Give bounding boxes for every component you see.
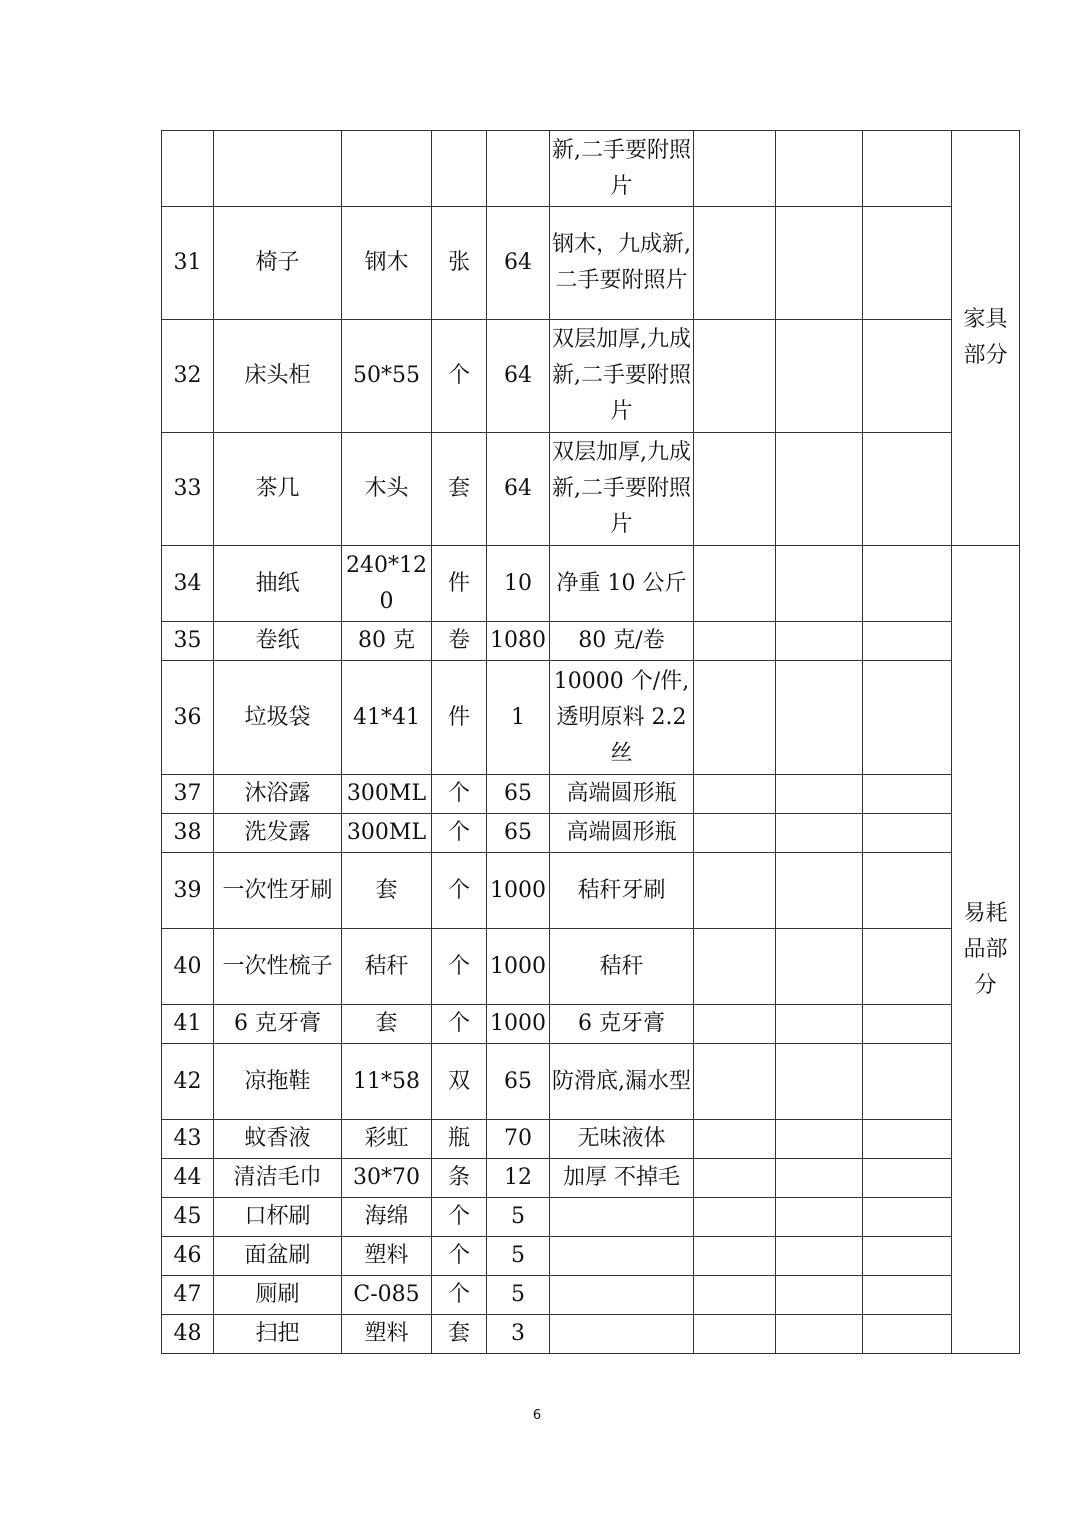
cell-empty (863, 546, 952, 622)
cell-remark: 80 克/卷 (550, 622, 694, 661)
cell-spec: 海绵 (342, 1198, 432, 1237)
cell-empty (863, 433, 952, 546)
cell-index: 44 (162, 1159, 214, 1198)
section-label: 易耗品部分 (963, 900, 1008, 998)
cell-empty (863, 1315, 952, 1354)
cell-quantity: 1000 (487, 853, 550, 929)
cell-empty (694, 661, 776, 775)
cell-spec: 240*120 (342, 546, 432, 622)
cell-remark: 6 克牙膏 (550, 1005, 694, 1044)
cell-quantity: 64 (487, 433, 550, 546)
cell-unit: 件 (432, 546, 487, 622)
table-row (162, 207, 1020, 320)
cell-item-name: 一次性牙刷 (214, 853, 342, 929)
items-table (161, 130, 1020, 1354)
cell-index: 47 (162, 1276, 214, 1315)
cell-empty (694, 207, 776, 320)
cell-empty (863, 1276, 952, 1315)
cell-spec: 彩虹 (342, 1120, 432, 1159)
cell-quantity: 1000 (487, 929, 550, 1005)
cell-remark: 高端圆形瓶 (550, 775, 694, 814)
cell-item-name: 洗发露 (214, 814, 342, 853)
cell-empty (776, 1198, 863, 1237)
cell-remark: 新,二手要附照片 (550, 131, 694, 207)
cell-index: 48 (162, 1315, 214, 1354)
cell-remark: 净重 10 公斤 (550, 546, 694, 622)
cell-quantity (487, 131, 550, 207)
table-row (162, 622, 1020, 661)
cell-item-name: 清洁毛巾 (214, 1159, 342, 1198)
cell-quantity: 70 (487, 1120, 550, 1159)
table-row (162, 131, 1020, 207)
cell-index: 38 (162, 814, 214, 853)
cell-unit: 瓶 (432, 1120, 487, 1159)
cell-empty (694, 1237, 776, 1276)
cell-empty (776, 1315, 863, 1354)
cell-spec: 300ML (342, 814, 432, 853)
cell-spec: 50*55 (342, 320, 432, 433)
cell-empty (694, 1044, 776, 1120)
cell-quantity: 3 (487, 1315, 550, 1354)
cell-empty (694, 1315, 776, 1354)
cell-empty (694, 1276, 776, 1315)
cell-empty (694, 1198, 776, 1237)
cell-item-name: 6 克牙膏 (214, 1005, 342, 1044)
cell-item-name: 扫把 (214, 1315, 342, 1354)
cell-spec (342, 131, 432, 207)
cell-item-name: 口杯刷 (214, 1198, 342, 1237)
cell-empty (863, 853, 952, 929)
cell-unit: 个 (432, 1198, 487, 1237)
cell-index: 40 (162, 929, 214, 1005)
cell-empty (776, 661, 863, 775)
cell-item-name: 垃圾袋 (214, 661, 342, 775)
cell-remark (550, 1315, 694, 1354)
cell-remark: 秸秆 (550, 929, 694, 1005)
cell-remark (550, 1276, 694, 1315)
table-row (162, 929, 1020, 1005)
cell-index: 34 (162, 546, 214, 622)
cell-empty (694, 775, 776, 814)
cell-empty (694, 433, 776, 546)
cell-quantity: 5 (487, 1198, 550, 1237)
cell-unit: 件 (432, 661, 487, 775)
cell-remark: 防滑底,漏水型 (550, 1044, 694, 1120)
cell-unit: 双 (432, 1044, 487, 1120)
cell-spec: 木头 (342, 433, 432, 546)
cell-empty (863, 1198, 952, 1237)
cell-empty (863, 1237, 952, 1276)
cell-spec: 塑料 (342, 1237, 432, 1276)
cell-empty (776, 1276, 863, 1315)
table-row (162, 320, 1020, 433)
cell-empty (776, 546, 863, 622)
cell-item-name: 沐浴露 (214, 775, 342, 814)
cell-empty (776, 1120, 863, 1159)
cell-empty (776, 1159, 863, 1198)
cell-index: 45 (162, 1198, 214, 1237)
cell-unit: 套 (432, 433, 487, 546)
cell-spec: 套 (342, 853, 432, 929)
table-row (162, 1159, 1020, 1198)
cell-unit: 条 (432, 1159, 487, 1198)
cell-unit: 个 (432, 853, 487, 929)
cell-empty (863, 207, 952, 320)
cell-quantity: 65 (487, 1044, 550, 1120)
cell-empty (776, 207, 863, 320)
cell-remark: 双层加厚,九成新,二手要附照片 (550, 433, 694, 546)
cell-empty (863, 1044, 952, 1120)
cell-empty (863, 775, 952, 814)
cell-index: 31 (162, 207, 214, 320)
cell-empty (694, 814, 776, 853)
table-row (162, 1237, 1020, 1276)
cell-index: 43 (162, 1120, 214, 1159)
cell-empty (863, 320, 952, 433)
cell-spec: 41*41 (342, 661, 432, 775)
cell-empty (776, 1005, 863, 1044)
table-row (162, 1120, 1020, 1159)
cell-remark: 加厚 不掉毛 (550, 1159, 694, 1198)
table-row (162, 1044, 1020, 1120)
cell-quantity: 65 (487, 814, 550, 853)
cell-quantity: 64 (487, 207, 550, 320)
cell-remark: 钢木，九成新,二手要附照片 (550, 207, 694, 320)
cell-empty (863, 1159, 952, 1198)
cell-spec: C-085 (342, 1276, 432, 1315)
cell-spec: 300ML (342, 775, 432, 814)
table-row (162, 775, 1020, 814)
cell-item-name: 抽纸 (214, 546, 342, 622)
cell-item-name: 床头柜 (214, 320, 342, 433)
cell-item-name: 卷纸 (214, 622, 342, 661)
cell-spec: 塑料 (342, 1315, 432, 1354)
cell-remark: 无味液体 (550, 1120, 694, 1159)
table-row (162, 546, 1020, 622)
cell-quantity: 1080 (487, 622, 550, 661)
cell-empty (776, 131, 863, 207)
cell-remark: 高端圆形瓶 (550, 814, 694, 853)
cell-empty (694, 546, 776, 622)
cell-empty (863, 814, 952, 853)
cell-empty (694, 622, 776, 661)
table-row (162, 1276, 1020, 1315)
cell-spec: 11*58 (342, 1044, 432, 1120)
cell-index: 37 (162, 775, 214, 814)
cell-item-name: 凉拖鞋 (214, 1044, 342, 1120)
cell-empty (776, 433, 863, 546)
cell-index: 39 (162, 853, 214, 929)
cell-empty (776, 320, 863, 433)
cell-unit: 个 (432, 1276, 487, 1315)
cell-empty (694, 1159, 776, 1198)
cell-empty (863, 1005, 952, 1044)
cell-unit: 个 (432, 320, 487, 433)
cell-empty (863, 661, 952, 775)
cell-empty (776, 622, 863, 661)
cell-empty (694, 1005, 776, 1044)
cell-index: 33 (162, 433, 214, 546)
section-label: 家具部分 (963, 307, 1008, 368)
cell-empty (776, 775, 863, 814)
cell-item-name (214, 131, 342, 207)
cell-empty (694, 929, 776, 1005)
table-row (162, 1315, 1020, 1354)
cell-index (162, 131, 214, 207)
cell-spec: 80 克 (342, 622, 432, 661)
cell-unit: 卷 (432, 622, 487, 661)
cell-index: 42 (162, 1044, 214, 1120)
cell-unit: 套 (432, 1315, 487, 1354)
cell-quantity: 1 (487, 661, 550, 775)
cell-spec: 30*70 (342, 1159, 432, 1198)
cell-item-name: 茶几 (214, 433, 342, 546)
cell-unit: 个 (432, 1005, 487, 1044)
cell-empty (863, 622, 952, 661)
cell-item-name: 蚊香液 (214, 1120, 342, 1159)
cell-index: 46 (162, 1237, 214, 1276)
cell-index: 41 (162, 1005, 214, 1044)
page-number: 6 (532, 1408, 542, 1423)
cell-empty (863, 929, 952, 1005)
cell-unit: 个 (432, 814, 487, 853)
table-row (162, 853, 1020, 929)
cell-index: 32 (162, 320, 214, 433)
cell-spec: 钢木 (342, 207, 432, 320)
cell-section (952, 546, 1020, 1354)
cell-remark (550, 1237, 694, 1276)
cell-quantity: 65 (487, 775, 550, 814)
cell-quantity: 5 (487, 1276, 550, 1315)
table-row (162, 433, 1020, 546)
cell-empty (776, 853, 863, 929)
cell-item-name: 椅子 (214, 207, 342, 320)
cell-empty (694, 1120, 776, 1159)
cell-index: 36 (162, 661, 214, 775)
cell-empty (776, 814, 863, 853)
cell-quantity: 12 (487, 1159, 550, 1198)
cell-quantity: 5 (487, 1237, 550, 1276)
cell-quantity: 1000 (487, 1005, 550, 1044)
cell-unit: 个 (432, 1237, 487, 1276)
cell-remark: 秸秆牙刷 (550, 853, 694, 929)
cell-item-name: 厕刷 (214, 1276, 342, 1315)
cell-spec: 秸秆 (342, 929, 432, 1005)
cell-unit: 个 (432, 775, 487, 814)
cell-remark (550, 1198, 694, 1237)
table-row (162, 1005, 1020, 1044)
cell-empty (863, 1120, 952, 1159)
cell-item-name: 面盆刷 (214, 1237, 342, 1276)
table-row (162, 661, 1020, 775)
table-row (162, 1198, 1020, 1237)
cell-unit: 个 (432, 929, 487, 1005)
table-row (162, 814, 1020, 853)
cell-empty (694, 131, 776, 207)
cell-empty (776, 929, 863, 1005)
cell-empty (776, 1044, 863, 1120)
cell-section (952, 131, 1020, 546)
cell-unit (432, 131, 487, 207)
cell-empty (694, 853, 776, 929)
cell-index: 35 (162, 622, 214, 661)
cell-remark: 双层加厚,九成新,二手要附照片 (550, 320, 694, 433)
cell-unit: 张 (432, 207, 487, 320)
cell-quantity: 10 (487, 546, 550, 622)
cell-empty (863, 131, 952, 207)
cell-spec: 套 (342, 1005, 432, 1044)
cell-quantity: 64 (487, 320, 550, 433)
cell-empty (776, 1237, 863, 1276)
cell-empty (694, 320, 776, 433)
cell-item-name: 一次性梳子 (214, 929, 342, 1005)
cell-remark: 10000 个/件,透明原料 2.2 丝 (550, 661, 694, 775)
table-body (162, 131, 1020, 1354)
